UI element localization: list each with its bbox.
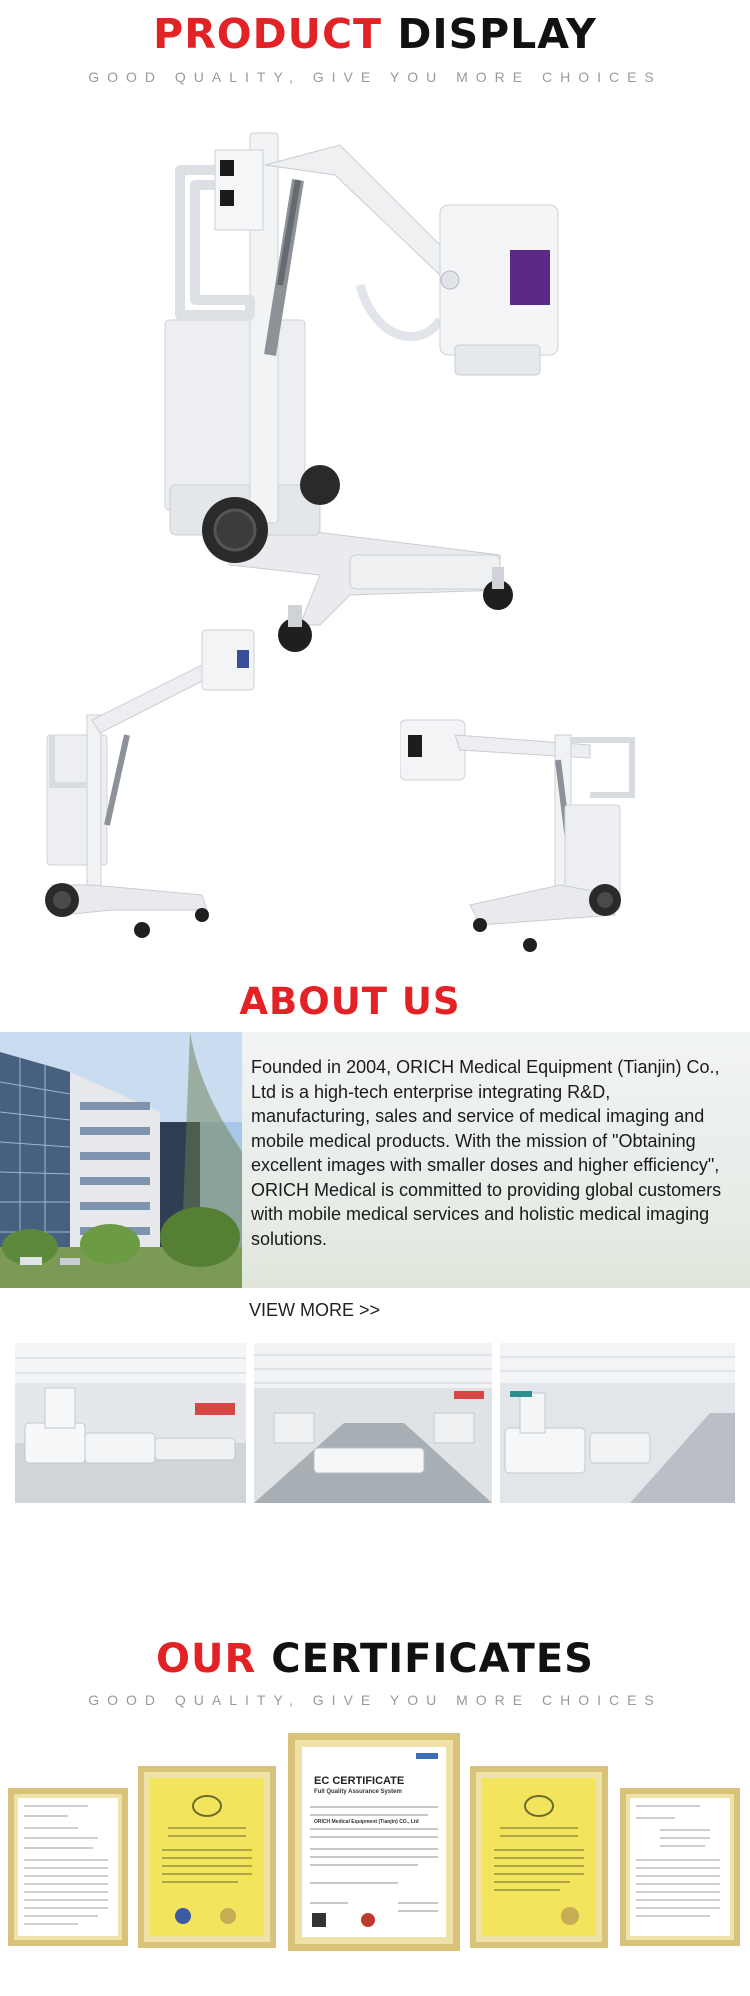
product-display-title-black: DISPLAY: [397, 10, 597, 58]
ec-certificate-heading: EC CERTIFICATE: [314, 1775, 405, 1787]
factory-photo-3: [500, 1343, 735, 1503]
product-display-title: [0, 10, 750, 58]
about-us-title: ABOUT US: [239, 980, 461, 1023]
company-building-photo: [0, 1032, 242, 1288]
factory-photo-1: [15, 1343, 246, 1503]
product-variant-right-image: [400, 690, 645, 960]
view-more-link[interactable]: VIEW MORE >>: [249, 1300, 381, 1320]
certificates-title-black: CERTIFICATES: [271, 1636, 594, 1682]
about-us-paragraph: Founded in 2004, ORICH Medical Equipment (Tianjin) Co., Ltd is a high-tech enterprise integrating R&D, manufacturing, sales and service of medical imaging and mobile medical products. With the mission of "Obtaining excellent images with smaller doses and higher efficiency", ORICH Medical is committed to providing global customers with mobile medical services and holistic medical imaging solutions.: [251, 1057, 722, 1249]
ec-certificate: [288, 1733, 460, 1951]
certificates-tagline: GOOD QUALITY, GIVE YOU MORE CHOICES: [88, 1692, 662, 1708]
certificates-title-red: OUR: [156, 1636, 257, 1682]
product-display-tagline: GOOD QUALITY, GIVE YOU MORE CHOICES: [88, 69, 662, 85]
certificates-title: [0, 1636, 750, 1682]
product-display-title-red: PRODUCT: [153, 10, 383, 58]
certificate-2: [138, 1766, 276, 1948]
product-variant-left-image: [32, 625, 282, 955]
certificate-1: [8, 1788, 128, 1946]
certificate-4: [470, 1766, 608, 1948]
certificate-5: [620, 1788, 740, 1946]
factory-photo-2: [254, 1343, 492, 1503]
ec-certificate-company: ORICH Medical Equipment (Tianjin) CO., Ltd: [314, 1819, 419, 1825]
main-product-image: [120, 125, 600, 685]
ec-certificate-subheading: Full Quality Assurance System: [314, 1789, 402, 1795]
